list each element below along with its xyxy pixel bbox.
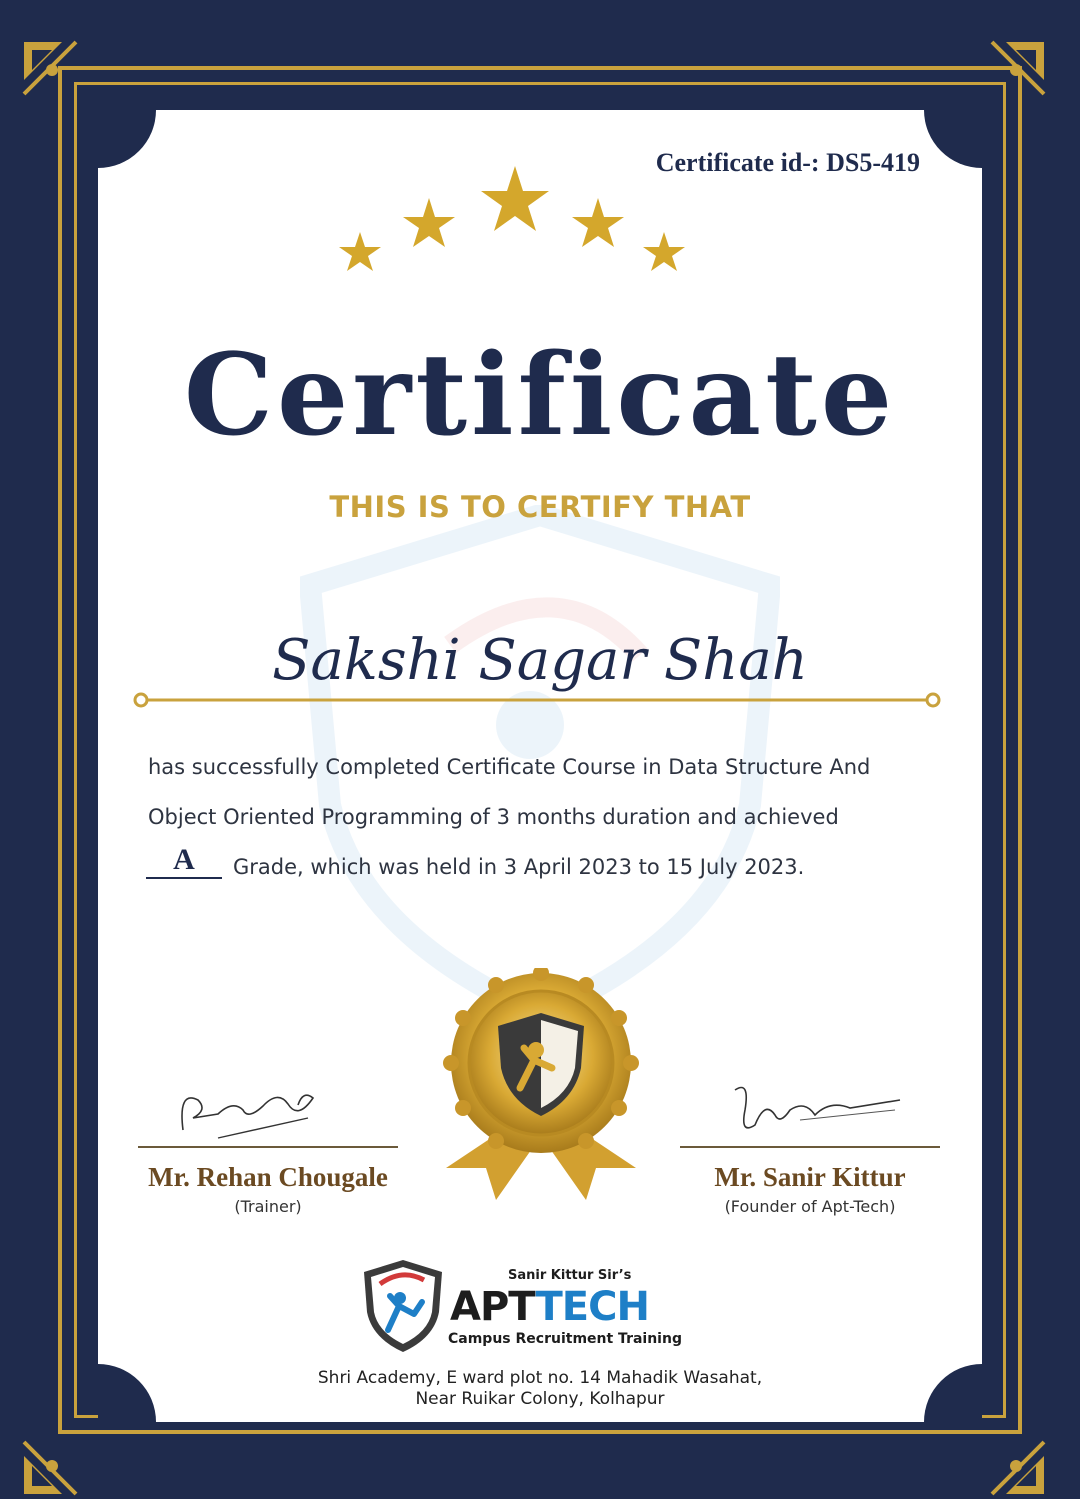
corner-ornament-icon	[22, 40, 78, 96]
signatory-role: (Trainer)	[234, 1197, 302, 1216]
body-text-line-3: Grade, which was held in 3 April 2023 to 15 July 2023.	[233, 855, 805, 879]
signature-scribble	[138, 1070, 398, 1146]
gold-seal-icon	[436, 968, 646, 1204]
signatory-name: Mr. Sanir Kittur	[714, 1162, 906, 1192]
body-text-line-1: has successfully Completed Certificate Course in Data Structure And	[148, 755, 871, 779]
corner-ornament-icon	[990, 1440, 1046, 1496]
logo-tagline-top: Sanir Kittur Sir’s	[508, 1268, 632, 1283]
corner-ornament-icon	[22, 1440, 78, 1496]
corner-ornament-icon	[990, 40, 1046, 96]
signature-block-founder	[680, 1070, 940, 1216]
address-line-1: Shri Academy, E ward plot no. 14 Mahadik Wasahat,	[317, 1368, 763, 1388]
signature-block-trainer	[138, 1070, 398, 1216]
apttech-logo	[362, 1258, 702, 1354]
logo-wordmark-tech: TECH	[535, 1284, 649, 1330]
logo-wordmark-apt: APT	[450, 1284, 536, 1330]
apttech-shield-icon	[362, 1258, 444, 1354]
logo-wordmark	[450, 1284, 649, 1330]
address-line-2: Near Ruikar Colony, Kolhapur	[415, 1389, 665, 1409]
signature-line	[680, 1146, 940, 1148]
certificate-id: Certificate id-: DS5-419	[655, 148, 920, 177]
certify-subtitle: THIS IS TO CERTIFY THAT	[329, 490, 751, 524]
certificate-title: Certificate	[183, 330, 897, 461]
stars-decoration-icon	[330, 160, 700, 280]
recipient-name: Sakshi Sagar Shah	[272, 628, 808, 693]
address-block	[0, 1368, 1080, 1410]
body-text-line-2: Object Oriented Programming of 3 months duration and achieved	[148, 805, 839, 829]
signature-scribble	[680, 1070, 940, 1146]
name-underline	[133, 690, 941, 710]
signatory-role: (Founder of Apt-Tech)	[724, 1197, 896, 1216]
logo-tagline-bottom: Campus Recruitment Training	[448, 1331, 682, 1347]
grade-value: A	[146, 843, 222, 879]
signature-line	[138, 1146, 398, 1148]
signatory-name: Mr. Rehan Chougale	[148, 1162, 388, 1192]
